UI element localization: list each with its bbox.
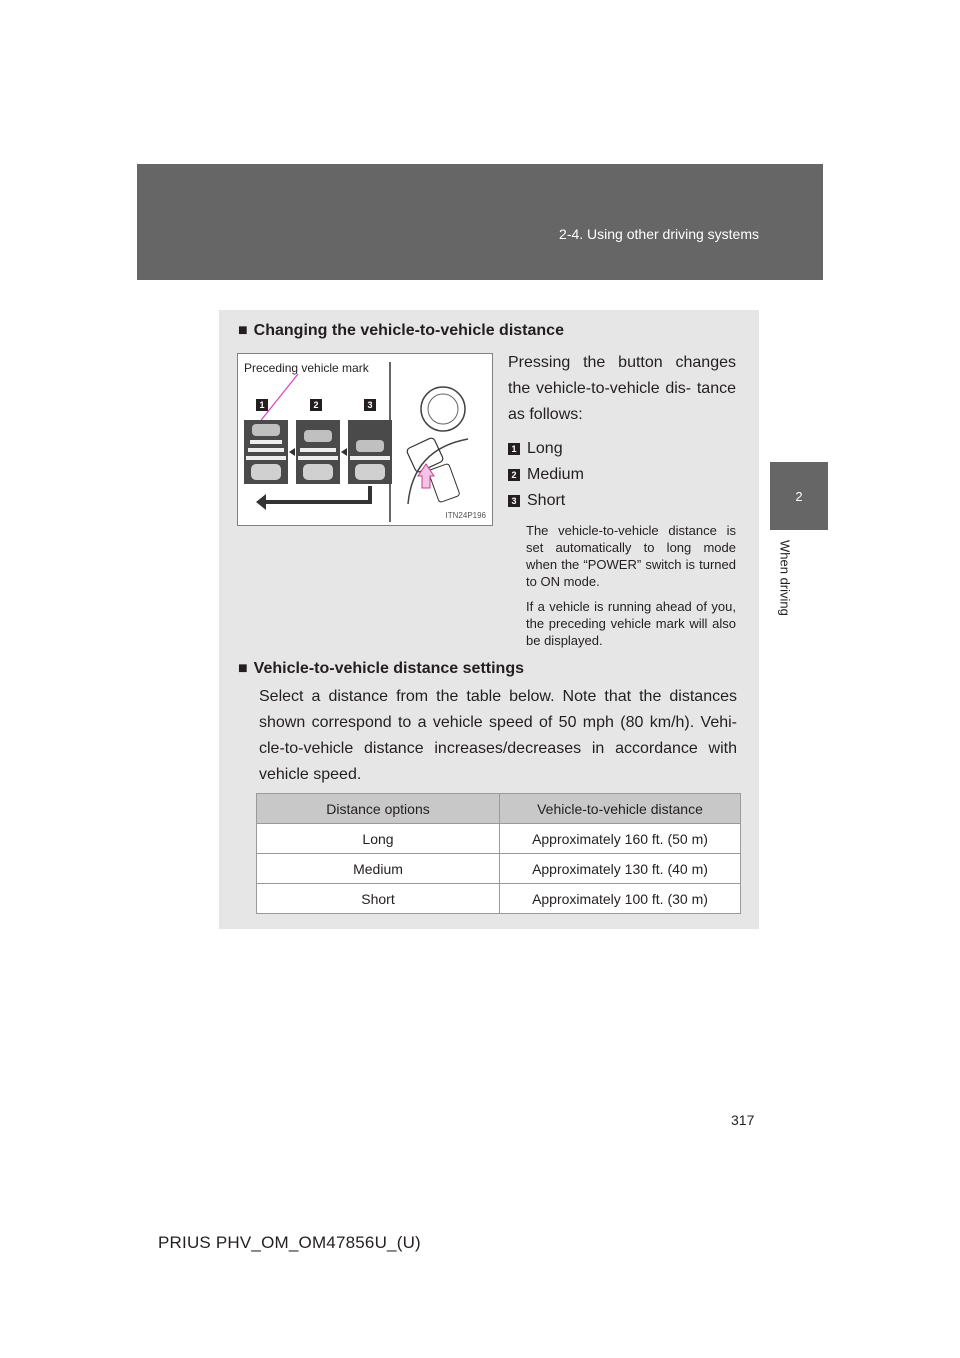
table-row [257,824,741,854]
intro-text: Pressing the button changes the vehicle-to-vehicle dis- tance as follows: [508,354,736,423]
table-header-row [257,794,741,824]
step-3-display [348,420,392,484]
chapter-tab [770,462,828,530]
table-cell: Approximately 130 ft. (40 m) [500,854,741,884]
step-2-display [296,420,340,484]
figure-caption: Preceding vehicle mark [244,361,369,375]
table-row [257,884,741,914]
option-badge-3: 3 [508,495,520,507]
step-badge-3: 3 [364,399,376,411]
step-1-display [244,420,288,484]
distance-table [256,793,741,914]
chapter-number: 2 [795,488,803,504]
table-row [257,854,741,884]
square-bullet-icon: ■ [238,322,248,339]
table-header-cell: Vehicle-to-vehicle distance [500,794,741,824]
distance-illustration [237,353,493,526]
table-cell: Long [257,824,500,854]
step-badge-2: 2 [310,399,322,411]
note-auto-long: The vehicle-to-vehicle distance is set automatically to long mode when the “POWER” switch is turned to ON mode. [526,523,736,589]
page-number: 317 [731,1112,755,1128]
option-short: 3 Short [508,488,736,514]
table-cell: Approximately 160 ft. (50 m) [500,824,741,854]
option-medium: 2 Medium [508,462,736,488]
option-long: 1 Long [508,436,736,462]
figure-code: ITN24P196 [445,511,486,520]
step-badge-1: 1 [256,399,268,411]
chapter-title: 2-4. Using other driving systems [559,226,759,242]
square-bullet-icon: ■ [238,660,248,677]
document-footer: PRIUS PHV_OM_OM47856U_(U) [158,1233,421,1252]
section-heading-distance-settings: ■ Vehicle-to-vehicle distance settings [238,660,524,677]
option-badge-1: 1 [508,443,520,455]
table-cell: Medium [257,854,500,884]
chapter-header-band [137,164,823,280]
chapter-side-label: When driving [777,540,793,616]
table-cell: Short [257,884,500,914]
distance-description [508,350,736,649]
settings-paragraph: Select a distance from the table below. Note that the distances shown correspond to a vehicle speed of 50 mph (80 km/h). Vehi- cle-to-vehicle distance increases/decreases in accordance with vehicle speed. [259,688,737,783]
note-preceding-mark: If a vehicle is running ahead of you, the preceding vehicle mark will also be displayed. [526,599,736,648]
table-header-cell: Distance options [257,794,500,824]
table-cell: Approximately 100 ft. (30 m) [500,884,741,914]
option-badge-2: 2 [508,469,520,481]
distance-diagram-svg [238,354,492,525]
section-heading-changing-distance: ■ Changing the vehicle-to-vehicle distance [238,322,564,339]
content-box [219,310,759,929]
